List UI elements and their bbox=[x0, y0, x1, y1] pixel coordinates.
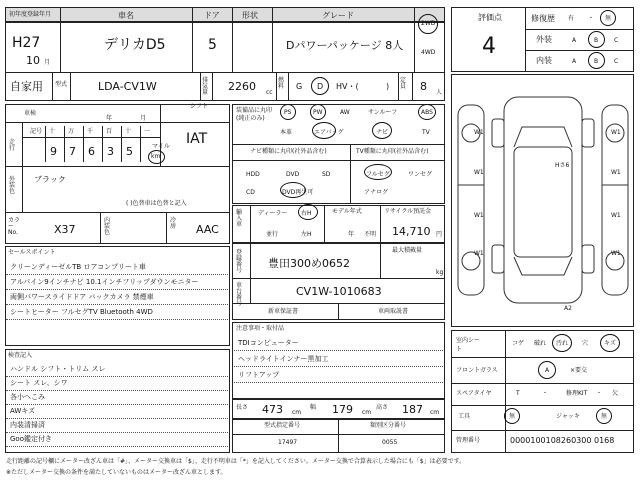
ext-color-value: ブラック bbox=[34, 175, 66, 184]
fuel-d: D bbox=[317, 82, 324, 91]
door-label: ドア bbox=[204, 11, 220, 20]
spare-t: T bbox=[516, 390, 520, 397]
inspector-note-rule bbox=[6, 418, 228, 419]
front-windshield bbox=[514, 127, 572, 147]
jack-label: ジャッキ bbox=[556, 413, 580, 420]
int-grade-b: B bbox=[594, 58, 599, 65]
capacity-value: 8 bbox=[420, 80, 427, 93]
score-value: 4 bbox=[482, 34, 496, 59]
car-diagram bbox=[452, 75, 633, 326]
equip-label: 装備品に丸印 bbox=[236, 107, 273, 114]
seat-yabure: 破れ bbox=[534, 340, 547, 347]
equip-navi: ナビ bbox=[376, 129, 389, 136]
diagram-mark: A2 bbox=[564, 305, 572, 312]
height-cm: cm bbox=[430, 409, 440, 416]
inspector-note-rule bbox=[6, 446, 228, 447]
odometer-digit: 9 bbox=[50, 145, 57, 158]
car-name-label: 車名 bbox=[118, 11, 134, 20]
glass-replace: ×要交 bbox=[570, 367, 588, 374]
spare-missing: 欠 bbox=[612, 390, 619, 397]
digit-header: 十 bbox=[125, 128, 132, 135]
shift-value: IAT bbox=[186, 131, 208, 147]
selling-point-rule bbox=[6, 274, 228, 275]
ext-color-label: 外装色 bbox=[9, 176, 16, 195]
km-label: km bbox=[151, 153, 161, 160]
equip-label2: (純正のみ) bbox=[236, 115, 265, 122]
tv-fullseg: フルセグ bbox=[366, 171, 390, 178]
cc-unit: cc bbox=[266, 89, 273, 96]
score-label: 評価点 bbox=[478, 13, 502, 22]
selling-point: クリーンディーゼルTB ロアコンプリート車 bbox=[10, 263, 146, 271]
seat-label: 室内シート bbox=[456, 337, 481, 353]
note-rule bbox=[234, 366, 443, 367]
selling-point-rule bbox=[6, 289, 228, 290]
recycle-value: 14,710 bbox=[392, 225, 431, 238]
aircon-value: AAC bbox=[196, 223, 219, 236]
selling-point: アルパイン9インチナビ 10.1インチフリップダウンモニター bbox=[10, 278, 199, 286]
int-color-label: 内装色 bbox=[104, 217, 111, 236]
seat-yogore: 汚れ bbox=[556, 340, 569, 347]
grade-value: Dパワーパッケージ 8人 bbox=[286, 39, 404, 52]
recycle-yen: 円 bbox=[436, 231, 443, 238]
warranty-label: 新車保証書 bbox=[268, 308, 299, 315]
dealer-label: ディーラー bbox=[258, 210, 288, 217]
displacement-label: 排気量 bbox=[202, 77, 209, 96]
capacity-label: 定員 bbox=[400, 77, 407, 90]
use-type: 自家用 bbox=[10, 80, 43, 93]
selling-points-label: セールスポイント bbox=[8, 249, 56, 256]
inspector-note: 各小へこみ bbox=[10, 393, 45, 401]
model-year-label: モデル年式 bbox=[332, 208, 362, 215]
diagram-mark: W1 bbox=[474, 212, 484, 219]
inspector-note-rule bbox=[6, 432, 228, 433]
mile-label: マイル bbox=[152, 143, 170, 150]
class-label: 類別区分番号 bbox=[370, 422, 407, 429]
interior-label: 内装 bbox=[536, 56, 552, 65]
kensa-label: 車検 bbox=[24, 110, 37, 117]
type-spec-value: 17497 bbox=[278, 439, 298, 446]
max-load-kg: kg bbox=[436, 269, 444, 276]
inspector-note-rule bbox=[6, 404, 228, 405]
digit-header: 千 bbox=[87, 128, 94, 135]
model-value: LDA-CV1W bbox=[98, 80, 157, 93]
shape-label: 形状 bbox=[242, 11, 258, 20]
first-reg-year: H27 bbox=[12, 35, 41, 51]
car-body-outline bbox=[504, 97, 582, 303]
rear-window bbox=[514, 257, 572, 275]
fuel-hv: HV・( bbox=[336, 82, 359, 91]
footer-line1: 走行距離の記号欄にメーター改ざん車は「#」、メーター交換車は「$」、走行不明車は「*」を記入してください。メーター交換で合算表示した場合にも「$」は必要です。 bbox=[6, 458, 466, 465]
equip-airbag: エアバッグ bbox=[314, 129, 344, 136]
chassis-value: CV1W-1010683 bbox=[296, 285, 382, 298]
spare-dot1: ・ bbox=[542, 390, 549, 397]
equip-aw: AW bbox=[340, 109, 350, 116]
diagram-mark: Hさ6 bbox=[555, 162, 570, 169]
digit-divider bbox=[121, 126, 122, 162]
header-row bbox=[6, 8, 444, 22]
model-year-unknown: 不明 bbox=[364, 231, 377, 238]
inspector-notes-label: 検査記入 bbox=[8, 352, 33, 359]
kensa-year: 年 bbox=[106, 115, 113, 122]
inspector-note: シート スレ、シワ bbox=[10, 379, 68, 387]
color-code-value: X37 bbox=[54, 223, 76, 236]
width-cm: cm bbox=[362, 409, 372, 416]
digit-header-line bbox=[22, 137, 160, 138]
digit-header: 百 bbox=[106, 128, 113, 135]
diagram-mark: W1 bbox=[611, 212, 621, 219]
odometer-digit: 7 bbox=[69, 145, 76, 158]
ext-grade-c: C bbox=[614, 37, 619, 44]
nav-sd: SD bbox=[322, 171, 331, 178]
exterior-label: 外装 bbox=[536, 35, 552, 44]
nav-title: ナビ種類に丸印(社外品含む) bbox=[250, 148, 327, 155]
month-unit: 月 bbox=[44, 59, 51, 66]
fuel-hv-close: ) bbox=[386, 82, 390, 91]
equip-sunroof: サンルーフ bbox=[368, 109, 398, 116]
odometer-digit: 5 bbox=[126, 145, 133, 158]
import-label: 輸入車 bbox=[236, 209, 243, 228]
length-cm: cm bbox=[292, 409, 302, 416]
diagram-mark: W1 bbox=[474, 169, 484, 176]
equip-ps: PS bbox=[284, 109, 292, 116]
selling-point-rule bbox=[6, 304, 228, 305]
left-h: 左H bbox=[301, 231, 312, 238]
length-label: 長さ bbox=[236, 404, 249, 411]
car-name: デリカD5 bbox=[104, 37, 166, 53]
footer-line2: ※ただしメーター交換の条件を満たしていないものはメーター改ざん車とします。 bbox=[6, 469, 227, 476]
seat-koge: コゲ bbox=[512, 340, 525, 347]
diagram-mark: W1 bbox=[611, 169, 621, 176]
front-left-tire bbox=[492, 119, 504, 147]
digit-divider bbox=[64, 126, 65, 162]
recycle-label: リサイクル預託金 bbox=[384, 208, 432, 215]
digit-header: 一 bbox=[144, 128, 151, 135]
right-h: 右H bbox=[301, 210, 312, 217]
repair-no: 無 bbox=[605, 15, 612, 22]
nav-hdd: HDD bbox=[246, 171, 260, 178]
chassis-label: 車台番号 bbox=[236, 282, 243, 307]
note-rule bbox=[234, 350, 443, 351]
kensa-month: 月 bbox=[140, 115, 147, 122]
digit-header: 万 bbox=[68, 128, 75, 135]
parallel-label: 並行 bbox=[266, 231, 279, 238]
digit-divider bbox=[83, 126, 84, 162]
tools-state: 無 bbox=[509, 413, 516, 420]
inspector-note: AWキズ bbox=[10, 407, 36, 415]
inspector-note: 内装清掃済 bbox=[10, 421, 45, 429]
spare-label: スペアタイヤ bbox=[456, 390, 492, 397]
repair-yes: 有 bbox=[568, 15, 575, 22]
tv-oneseg: ワンセグ bbox=[408, 171, 433, 178]
front-glass-label: フロントガラス bbox=[456, 367, 498, 374]
notes-label: 注意事項・取付品 bbox=[236, 325, 285, 332]
repair-sep: ・ bbox=[588, 15, 595, 22]
aircon-label: 冷房 bbox=[170, 217, 177, 230]
selling-point: 両側パワースライドドア バックカメラ 禁煙車 bbox=[10, 293, 154, 301]
first-reg-label: 初年度登録年月 bbox=[9, 11, 52, 18]
equip-tv: TV bbox=[422, 129, 430, 136]
tv-title: TV種類に丸印(社外品含む) bbox=[356, 148, 429, 155]
note-item: リフトアップ bbox=[238, 371, 280, 379]
glass-a: A bbox=[545, 367, 550, 374]
repair-label: 修復歴 bbox=[531, 14, 555, 23]
first-reg-month: 10 bbox=[26, 54, 40, 67]
diagram-mark: W1 bbox=[474, 250, 484, 257]
plate-value: 豊田300め0652 bbox=[268, 257, 350, 270]
model-year-unit: 年 bbox=[348, 231, 355, 238]
digit-header: 十 bbox=[49, 128, 56, 135]
inspector-note-rule bbox=[6, 376, 228, 377]
selling-point: シートヒーター フルセグTV Bluetooth 4WD bbox=[10, 308, 153, 316]
inspector-note: ハンドル シフト・トリム スレ bbox=[10, 365, 106, 373]
diagram-mark: W1 bbox=[474, 129, 484, 136]
ext-grade-b: B bbox=[594, 37, 599, 44]
drive-2wd: 2WD bbox=[421, 20, 436, 27]
equip-pw: PW bbox=[313, 109, 323, 116]
jack-state: 無 bbox=[601, 413, 608, 420]
type-spec-label: 型式指定番号 bbox=[264, 422, 301, 429]
distance-label: 走行 bbox=[9, 139, 16, 152]
digit-divider bbox=[140, 126, 141, 162]
nav-dvd: DVD bbox=[286, 171, 300, 178]
seat-ana: 穴 bbox=[582, 340, 589, 347]
digit-header: 記号 bbox=[30, 128, 43, 135]
rear-right-tire bbox=[582, 245, 594, 273]
inspector-note: Goo鑑定付き bbox=[10, 435, 52, 443]
diagram-mark: W1 bbox=[611, 250, 621, 257]
max-load-label: 最大積載量 bbox=[392, 247, 423, 254]
manual-label: 車両取説書 bbox=[378, 308, 409, 315]
fuel-label: 燃料 bbox=[278, 77, 285, 90]
odometer-digit: 6 bbox=[88, 145, 95, 158]
plate-label: 登録番号 bbox=[236, 249, 243, 274]
height-label: 高さ bbox=[376, 404, 389, 411]
note-item: ヘッドライトインナー黒加工 bbox=[238, 355, 329, 363]
diagram-mark: W1 bbox=[611, 129, 621, 136]
width-value: 179 bbox=[332, 403, 353, 416]
model-label: 型式 bbox=[55, 81, 68, 88]
odometer-digit: 3 bbox=[107, 145, 114, 158]
nav-cd: CD bbox=[246, 189, 255, 196]
color-code-label: カラーNo. bbox=[8, 217, 21, 236]
fuel-g: G bbox=[296, 82, 303, 91]
int-grade-a: A bbox=[572, 58, 577, 65]
class-value: 0055 bbox=[382, 439, 398, 446]
tv-analog: アナログ bbox=[364, 189, 389, 196]
capacity-unit: 人 bbox=[436, 89, 443, 96]
drive-4wd: 4WD bbox=[421, 49, 436, 56]
width-label: 幅 bbox=[310, 404, 317, 411]
note-item: TDIコンピューター bbox=[238, 339, 299, 347]
nav-dvd-play: DVD再生可 bbox=[282, 189, 314, 196]
control-number: 0000100108260300 0168 bbox=[510, 436, 615, 445]
door-count: 5 bbox=[208, 37, 217, 53]
int-grade-c: C bbox=[614, 58, 619, 65]
displacement-value: 2260 bbox=[228, 80, 256, 93]
equip-abs: ABS bbox=[421, 109, 433, 116]
spare-kit: 修理KIT bbox=[566, 390, 588, 397]
selling-point-rule bbox=[6, 319, 228, 320]
length-value: 473 bbox=[262, 403, 283, 416]
color-note: ( )色替車は色替と記入 bbox=[126, 200, 187, 207]
note-rule bbox=[234, 382, 443, 383]
seat-kizu: キズ bbox=[604, 340, 616, 347]
shift-label: シフト bbox=[190, 103, 209, 110]
rear-left-tire bbox=[492, 245, 504, 273]
grade-label: グレード bbox=[322, 11, 354, 20]
ext-grade-a: A bbox=[572, 37, 577, 44]
equip-leather: 本革 bbox=[280, 129, 293, 136]
tools-label: 工具 bbox=[458, 413, 471, 420]
height-value: 187 bbox=[402, 403, 423, 416]
digit-divider bbox=[102, 126, 103, 162]
spare-dot2: ・ bbox=[596, 390, 603, 397]
control-label: 管理番号 bbox=[456, 437, 481, 444]
inspector-note-rule bbox=[6, 390, 228, 391]
front-right-tire bbox=[582, 119, 594, 147]
digit-divider bbox=[45, 126, 46, 162]
